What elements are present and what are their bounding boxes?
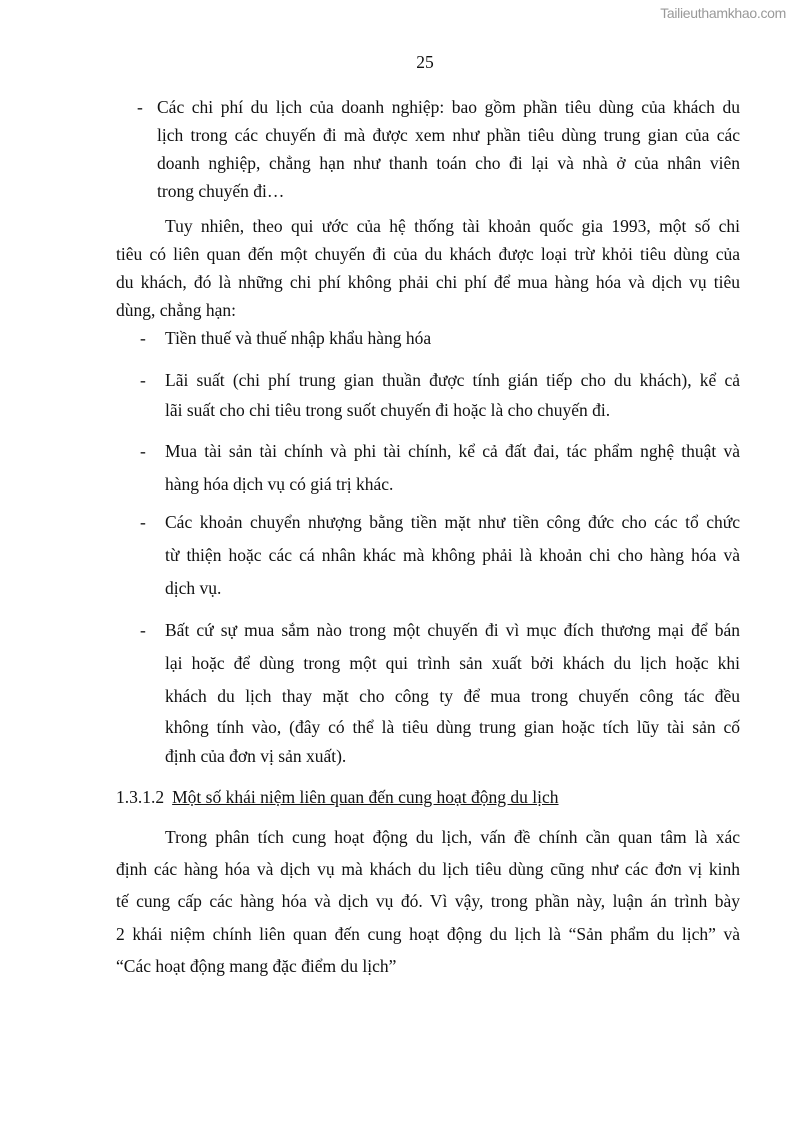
text-line: doanh nghiệp, chẳng hạn như thanh toán cho đi lại và nhà ở của nhân viên (157, 153, 740, 173)
text-line: định của đơn vị sản xuất). (165, 746, 347, 766)
text-line: Bất cứ sự mua sắm nào trong một chuyến đi vì mục đích thương mại để bán (165, 620, 740, 640)
bullet-dash: - (137, 97, 143, 117)
text-line: Tiền thuế và thuế nhập khẩu hàng hóa (165, 328, 432, 348)
text-line: tế cung cấp các hàng hóa và dịch vụ đó. Vì vậy, trong phần này, luận án trình bày (116, 891, 740, 911)
watermark: Tailieuthamkhao.com (660, 5, 786, 21)
bullet-dash: - (140, 370, 146, 390)
text-line: du khách, đó là những chi phí không phải chi phí để mua hàng hóa và dịch vụ tiêu (116, 272, 740, 292)
text-line: lại hoặc để dùng trong một qui trình sản xuất bởi khách du lịch hoặc khi (165, 653, 740, 673)
text-line: không tính vào, (đây có thể là tiêu dùng trung gian hoặc tích lũy tài sản cố (165, 717, 740, 737)
section-heading (116, 785, 559, 809)
text-line: từ thiện hoặc các cá nhân khác mà không phải là khoản chi cho hàng hóa và (165, 545, 740, 565)
text-line: dịch vụ. (165, 578, 222, 598)
text-line: Các khoản chuyển nhượng bằng tiền mặt như tiền công đức cho các tổ chức (165, 512, 740, 532)
text-line: Trong phân tích cung hoạt động du lịch, vấn đề chính cần quan tâm là xác (165, 827, 740, 847)
text-line: Lãi suất (chi phí trung gian thuần được tính gián tiếp cho du khách), kể cả (165, 370, 740, 390)
text-line: Mua tài sản tài chính và phi tài chính, kể cả đất đai, tác phẩm nghệ thuật và (165, 441, 740, 461)
text-line: hàng hóa dịch vụ có giá trị khác. (165, 474, 394, 494)
text-line: dùng, chẳng hạn: (116, 300, 237, 320)
bullet-dash: - (140, 620, 146, 640)
bullet-dash: - (140, 328, 146, 348)
section-number: 1.3.1.2 (116, 787, 165, 807)
text-line: tiêu có liên quan đến một chuyến đi của du khách được loại trừ khỏi tiêu dùng của (116, 244, 740, 264)
bullet-dash: - (140, 441, 146, 461)
text-line: “Các hoạt động mang đặc điểm du lịch” (116, 956, 397, 976)
text-line: định các hàng hóa và dịch vụ mà khách du lịch tiêu dùng cũng như các đơn vị kinh (116, 859, 740, 879)
page-number: 25 (416, 52, 434, 72)
section-title: Một số khái niệm liên quan đến cung hoạt động du lịch (172, 787, 559, 807)
text-line: lịch trong các chuyến đi mà được xem như phần tiêu dùng trung gian của các (157, 125, 740, 145)
text-line: Các chi phí du lịch của doanh nghiệp: bao gồm phần tiêu dùng của khách du (157, 97, 740, 117)
text-line: trong chuyến đi… (157, 181, 285, 201)
bullet-dash: - (140, 512, 146, 532)
text-line: khách du lịch thay mặt cho công ty để mua trong chuyến công tác đều (165, 686, 740, 706)
text-line: lãi suất cho chi tiêu trong suốt chuyến đi hoặc là cho chuyến đi. (165, 400, 611, 420)
text-line: Tuy nhiên, theo qui ước của hệ thống tài khoản quốc gia 1993, một số chi (165, 216, 740, 236)
text-line: 2 khái niệm chính liên quan đến cung hoạt động du lịch là “Sản phẩm du lịch” và (116, 924, 740, 944)
